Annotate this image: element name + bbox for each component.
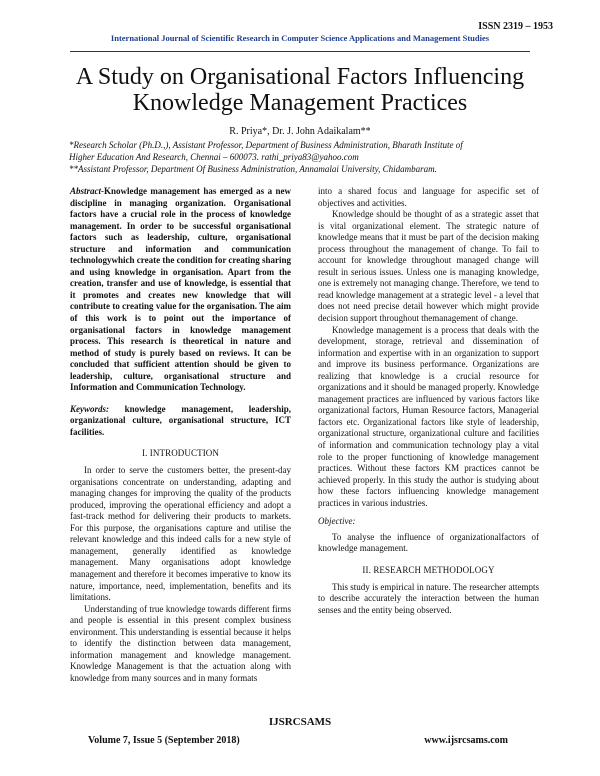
right-paragraph-3: Knowledge management is a process that deals with the development, storage, retrieval and dissemination of information and expertise with in an organization to support and improve its business performance. Organizations are realizing that knowledge is a crucial resource for organizations and it should be managed properly. Knowledge management practices are influenced by various factors like organizational factors, Human Resource factors, Managerial factors etc. Organizational factors like style of leadership, organizational structure, organizational culture and facilities of information and communication technology play a vital role to the proper functioning of knowledge management practices. Without these factors KM practices cannot be achieved properly. In this study the author is studying about how these factors influencing knowledge management practices in various industries. bbox=[318, 324, 539, 508]
intro-paragraph-2: Understanding of true knowledge towards different firms and people is essential in this present complex business environment. This understanding is essential because it helps to identify the distinction between data management, information management and knowledge management. Knowledge Management is that the actuation along with knowledge from many sources and in many formats bbox=[70, 603, 291, 683]
objective-heading: Objective: bbox=[318, 516, 356, 527]
keywords-text: knowledge management, leadership, organizational culture, organisational structure, ICT facilities. bbox=[70, 403, 291, 437]
abstract-lead: Abstract- bbox=[70, 186, 105, 196]
title-line-2: Knowledge Management Practices bbox=[132, 90, 468, 116]
title-line-1: A Study on Organisational Factors Influencing bbox=[75, 64, 525, 90]
right-paragraph-2: Knowledge should be thought of as a strategic asset that is vital organizational element. The strategic nature of knowledge means that it must be part of the decision making process throughout the management of change. To fail to account for knowledge throughout managed change will result in serious issues. Unless one is managing knowledge, one is extremely not managing change. Therefore, we tend to read knowledge management at a strategic level - a level that does not need precise detail however which might provide decision support throughout themanagement of change. bbox=[318, 209, 539, 324]
section-heading-methodology: II. RESEARCH METHODOLOGY bbox=[362, 564, 495, 575]
intro-paragraph-1: In order to serve the customers better, the present-day organisations concentrate on understanding, adapting and managing changes for improving the quality of the products produced, improving the operational efficiency and adopt a fast-track method for delivering their products to markets. For this purpose, the organisations capture and utilise the relevant knowledge and this indeed calls for a new style of management, generally identified as knowledge management. Many organisations adopt knowledge management and therefore it becomes imperative to know its nature, importance, need, implementation, benefits and its limitations. bbox=[70, 465, 291, 603]
affiliation-2: **Assistant Professor, Department Of Business Administration, Annamalai University, Chidambaram. bbox=[69, 164, 437, 174]
keywords-label: Keywords: bbox=[70, 403, 109, 414]
journal-name: International Journal of Scientific Research in Computer Science Applications and Management Studies bbox=[110, 33, 490, 43]
abstract bbox=[70, 186, 291, 394]
footer-website[interactable]: www.ijsrcsams.com bbox=[424, 735, 508, 746]
right-column bbox=[318, 186, 539, 616]
footer-volume: Volume 7, Issue 5 (September 2018) bbox=[88, 735, 240, 746]
abstract-text: Knowledge management has emerged as a new discipline in managing organization. Organisational factors have a crucial role in the process of knowledge management. In order to be successful organisational factors such as leadership, culture, organisational structure and information and communication technologywhich create the condition for creating sharing and using knowledge in organisation. Apart from the creation, transfer and use of knowledge, is essential that it promotes and creates new knowledge that will contribute to creating value for the organisation. The aim of this work is to point out the importance of organisational factors in knowledge management process. This research is theoretical in nature and method of study is purely based on reviews. It can be concluded that sufficient attention should be given to leadership, culture, organisational structure and Information and Communication Technology. bbox=[70, 186, 291, 393]
objective-text: To analyse the influence of organizationalfactors of knowledge management. bbox=[318, 531, 539, 554]
right-paragraph-1: into a shared focus and language for aspecific set of objectives and activities. bbox=[318, 186, 539, 208]
left-column bbox=[70, 186, 291, 684]
footer-journal-abbr: IJSRCSAMS bbox=[268, 716, 332, 728]
keywords bbox=[70, 404, 291, 439]
affiliation-1-line-2: Higher Education And Research, Chennai – 600073. rathi_priya83@yahoo.com bbox=[69, 152, 359, 162]
authors: R. Priya*, Dr. J. John Adaikalam** bbox=[229, 126, 371, 137]
header-rule bbox=[70, 51, 530, 52]
paper-title bbox=[0, 64, 600, 116]
methodology-text: This study is empirical in nature. The researcher attempts to describe accurately the interaction between the human senses and the entity being observed. bbox=[318, 581, 539, 615]
section-heading-introduction: I. INTRODUCTION bbox=[142, 448, 219, 459]
issn: ISSN 2319 – 1953 bbox=[478, 21, 553, 32]
affiliation-1-line-1: *Research Scholar (Ph.D.,), Assistant Professor, Department of Business Administration, Bharath Institute of bbox=[69, 140, 463, 150]
